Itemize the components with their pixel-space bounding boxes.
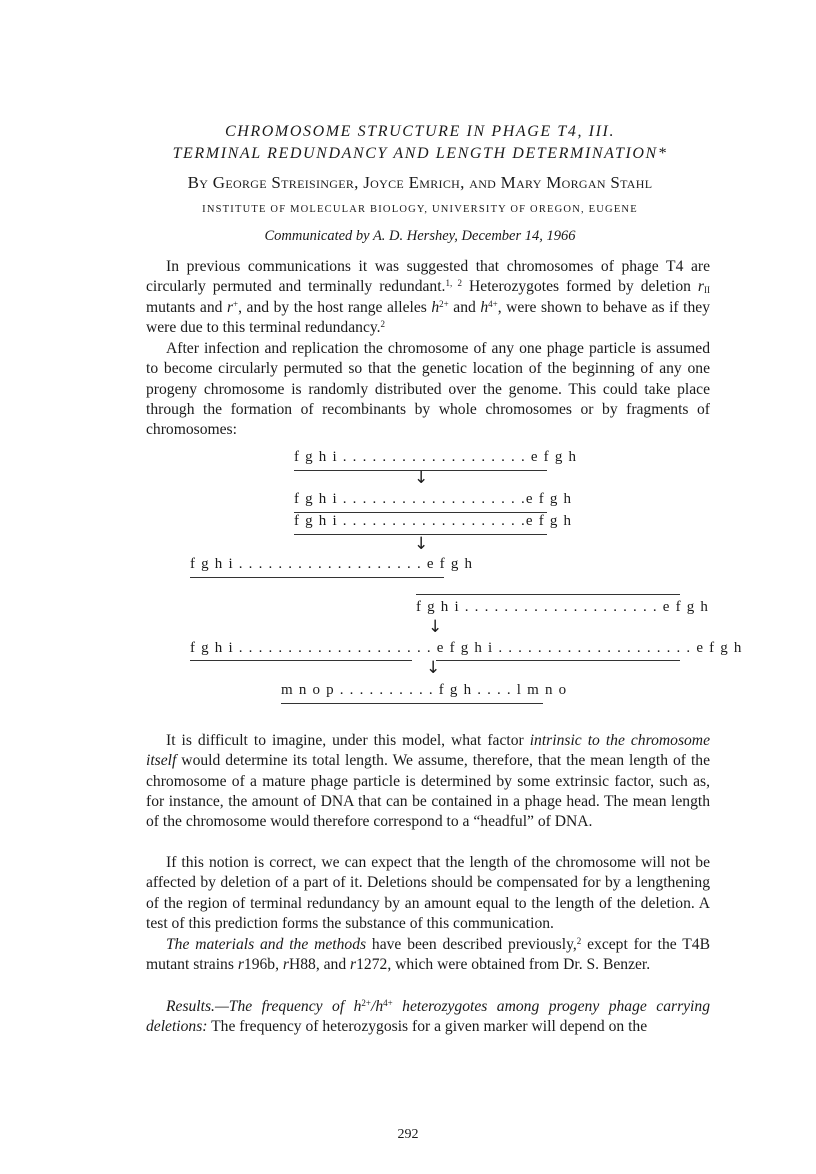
- chromosome-line: m n o p . . . . . . . . . . f g h . . . . l m n o: [281, 682, 568, 698]
- reference-marker: 2: [576, 936, 582, 946]
- p1-text-c: mutants and: [146, 298, 227, 316]
- p6-h2: 2+: [361, 998, 371, 1008]
- p1-text-a: In previous communications it was suggested that chromosomes of phage T4 are circularly permuted and terminally redundant.: [146, 258, 710, 296]
- chromosome-line: f g h i . . . . . . . . . . . . . . . . . . . . e f g h i . . . . . . . . . . . . . . . . . . . . e f g h: [190, 640, 743, 656]
- down-arrow-icon: ↓: [414, 468, 429, 488]
- p3-italic: intrinsic to the chromosome itself: [146, 732, 710, 770]
- p1-h: h: [431, 298, 440, 316]
- p3-text-a: It is difficult to imagine, under this model, what factor: [166, 732, 530, 749]
- p6-italic-a: Results.—The frequency of: [166, 998, 354, 1015]
- p6-h: h: [353, 998, 362, 1015]
- p1-and: and: [448, 298, 481, 316]
- p1-rplus-sup: +: [233, 298, 239, 309]
- strain-r: r: [282, 956, 289, 974]
- paragraph-model: [146, 731, 710, 832]
- title-line-1: CHROMOSOME STRUCTURE IN PHAGE T4, III.: [224, 123, 616, 140]
- underline: [190, 660, 412, 661]
- chromosome-line: f g h i . . . . . . . . . . . . . . . . . . .e f g h: [294, 513, 573, 529]
- underline: [190, 577, 444, 578]
- paragraph-prediction: If this notion is correct, we can expect that the length of the chromosome will not be affected by deletion of a part of it. Deletions should be compensated for by a lengthening of the region of terminal redundancy by an amount equal to the length of the deletion. A test of this prediction forms the substance of this communication.: [146, 854, 710, 932]
- page-number: 292: [397, 1127, 419, 1142]
- reference-marker: 1, 2: [445, 278, 463, 289]
- paragraph-permutation: After infection and replication the chromosome of any one phage particle is assumed to become circularly permuted so that the genetic location of the beginning of any one progeny chromosome is randomly distributed over the genome. This could take place through the formation of recombinants by whole chromosomes or by fragments of chromosomes:: [146, 340, 710, 439]
- strain-r: r: [350, 956, 357, 974]
- p6-italic-b: heterozygotes among progeny phage carrying deletions:: [146, 998, 710, 1036]
- p1-r: r: [697, 278, 704, 296]
- p1-text-e: , were shown to behave as if they were due to this terminal redundancy.: [146, 298, 711, 336]
- strain-r: r: [237, 956, 244, 974]
- strain-1272: 1272, which were obtained from Dr. S. Benzer.: [356, 956, 651, 974]
- communicated-line: Communicated by A. D. Hershey, December 14, 1966: [264, 228, 576, 244]
- down-arrow-icon: ↓: [414, 534, 429, 554]
- underline: [281, 703, 543, 704]
- underline: [436, 660, 680, 661]
- p1-text-d: , and by the host range alleles: [238, 298, 432, 316]
- chromosome-line: f g h i . . . . . . . . . . . . . . . . . . .e f g h: [294, 491, 573, 507]
- p3-text-b: would determine its total length. We assume, therefore, that the mean length of the chromosome of a mature phage particle is determined by some extrinsic factor, such as, for instance, the amount of DNA that can be contained in a phage head. The mean length of the chromosome would therefore correspond to a “headful” of DNA.: [146, 752, 710, 831]
- strain-h88: H88, and: [288, 956, 351, 974]
- down-arrow-icon: ↓: [428, 617, 443, 637]
- institute-line: INSTITUTE OF MOLECULAR BIOLOGY, UNIVERSITY OF OREGON, EUGENE: [202, 204, 638, 215]
- p6-h4: 4+: [383, 998, 393, 1008]
- p6-slash: /: [371, 998, 376, 1015]
- paragraph-results: [146, 997, 710, 1038]
- author-list: By George Streisinger, Joyce Emrich, and Mary Morgan Stahl: [187, 173, 653, 192]
- title-line-2: TERMINAL REDUNDANCY AND LENGTH DETERMINATION*: [172, 145, 668, 162]
- chromosome-line: f g h i . . . . . . . . . . . . . . . . . . . . e f g h: [416, 599, 710, 615]
- p6-text: The frequency of heterozygosis for a given marker will depend on the: [207, 1018, 648, 1036]
- p1-r-sub: II: [704, 285, 710, 296]
- down-arrow-icon: ↓: [426, 658, 441, 678]
- strain-196b: 196b,: [243, 956, 283, 974]
- p1-h-b: h: [480, 298, 489, 316]
- chromosome-line: f g h i . . . . . . . . . . . . . . . . . . . e f g h: [190, 556, 474, 572]
- p5-text-a: have been described previously,: [366, 936, 577, 953]
- p1-text-b: Heterozygotes formed by deletion: [462, 278, 698, 296]
- p1-h2: 2+: [439, 298, 449, 309]
- p1-h4: 4+: [488, 298, 498, 309]
- paragraph-methods: [146, 935, 710, 976]
- p5-italic: The materials and the methods: [166, 936, 367, 953]
- p1-rplus: r: [226, 298, 234, 316]
- p5-text-b: except for the T4B mutant strains: [146, 936, 710, 974]
- p6-h-b: h: [375, 998, 384, 1015]
- overline: [416, 594, 680, 595]
- chromosome-line: f g h i . . . . . . . . . . . . . . . . . . . e f g h: [294, 449, 578, 465]
- reference-marker: 2: [380, 318, 386, 329]
